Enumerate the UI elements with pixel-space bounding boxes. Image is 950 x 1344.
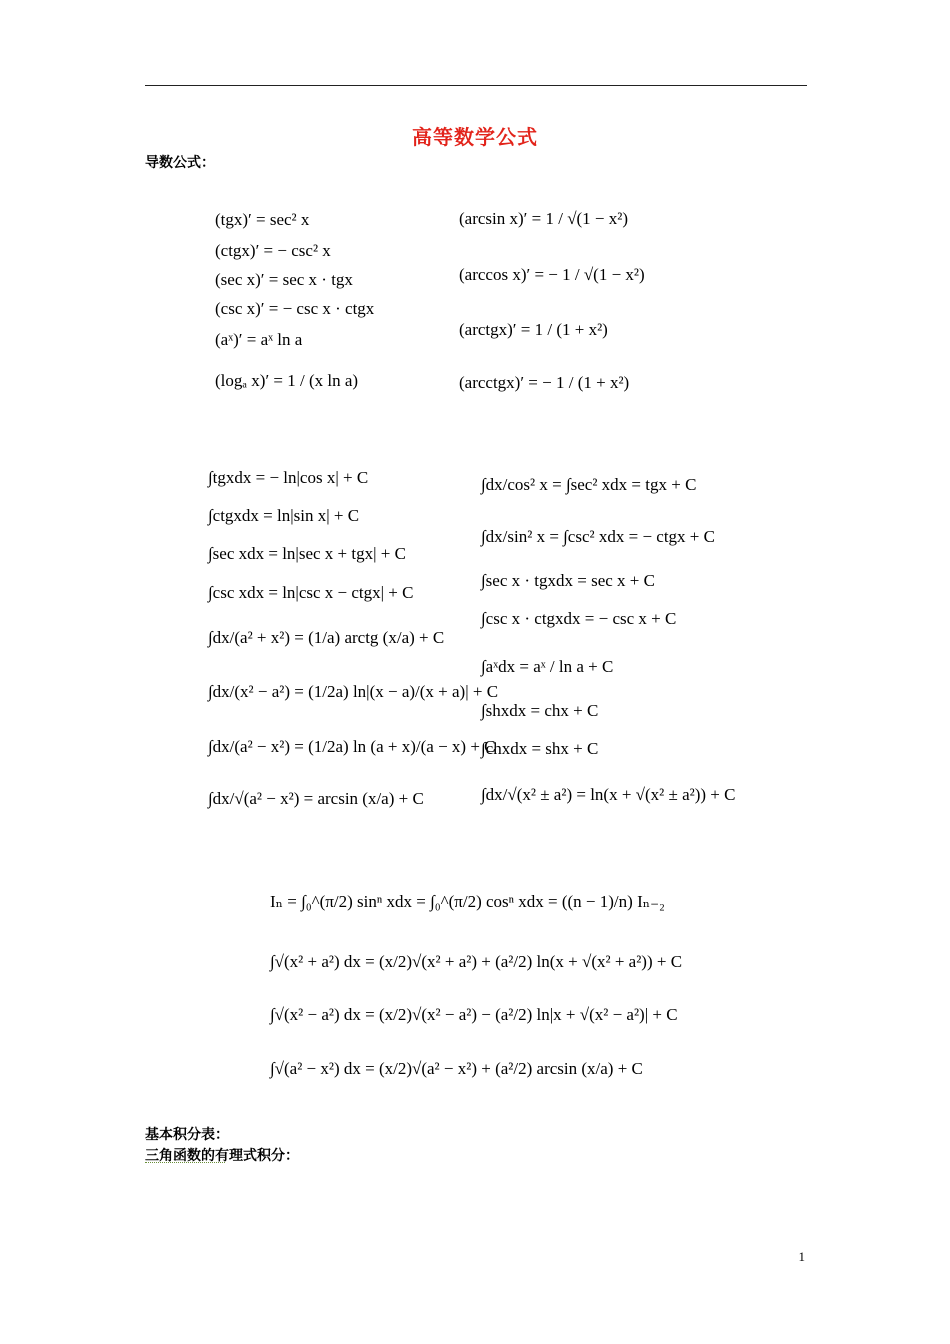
section-heading-derivatives: 导数公式： bbox=[145, 155, 215, 171]
formula-derivative-log: (logₐ x)′ = 1 / (x ln a) bbox=[215, 371, 359, 390]
formula-integral-chx: ∫chxdx = shx + C bbox=[481, 739, 599, 758]
formula-integral-a2-minus-x2: ∫dx/(a² − x²) = (1/2a) ln (a + x)/(a − x) + C bbox=[208, 737, 496, 756]
formula-integral-sin2: ∫dx/sin² x = ∫csc² xdx = − ctgx + C bbox=[481, 527, 715, 546]
formula-derivative-arcsin: (arcsin x)′ = 1 / √(1 − x²) bbox=[459, 209, 629, 228]
formula-integral-sqrt-x2-minus-a2: ∫√(x² − a²) dx = (x/2)√(x² − a²) − (a²/2) ln|x + √(x² − a²)| + C bbox=[270, 1005, 678, 1024]
header-rule bbox=[145, 85, 807, 86]
formula-derivative-arctg: (arctgx)′ = 1 / (1 + x²) bbox=[459, 320, 608, 339]
formula-integral-secx: ∫sec xdx = ln|sec x + tgx| + C bbox=[208, 544, 406, 563]
formula-integral-cscx: ∫csc xdx = ln|csc x − ctgx| + C bbox=[208, 583, 414, 602]
formula-derivative-ctgx: (ctgx)′ = − csc² x bbox=[215, 241, 331, 260]
formula-integral-arcsin: ∫dx/√(a² − x²) = arcsin (x/a) + C bbox=[208, 789, 424, 808]
formula-integral-shx: ∫shxdx = chx + C bbox=[481, 701, 599, 720]
section-heading-basic-integral-table: 基本积分表： bbox=[145, 1127, 229, 1143]
formula-integral-tgx: ∫tgxdx = − ln|cos x| + C bbox=[208, 468, 369, 487]
formula-derivative-cscx: (csc x)′ = − csc x · ctgx bbox=[215, 299, 375, 318]
formula-integral-secx-tgx: ∫sec x · tgxdx = sec x + C bbox=[481, 571, 655, 590]
text-marker-underline bbox=[145, 1162, 225, 1163]
formula-derivative-ax: (aˣ)′ = aˣ ln a bbox=[215, 330, 303, 349]
formula-derivative-tgx: (tgx)′ = sec² x bbox=[215, 210, 310, 229]
formula-derivative-secx: (sec x)′ = sec x · tgx bbox=[215, 270, 353, 289]
formula-derivative-arcctg: (arcctgx)′ = − 1 / (1 + x²) bbox=[459, 373, 630, 392]
formula-integral-sqrt-x2-plus-a2: ∫√(x² + a²) dx = (x/2)√(x² + a²) + (a²/2) ln(x + √(x² + a²)) + C bbox=[270, 952, 683, 971]
formula-integral-ax: ∫aˣdx = aˣ / ln a + C bbox=[481, 657, 614, 676]
formula-integral-ctgx: ∫ctgxdx = ln|sin x| + C bbox=[208, 506, 360, 525]
page-number: 1 bbox=[798, 1249, 805, 1264]
formula-integral-cos2: ∫dx/cos² x = ∫sec² xdx = tgx + C bbox=[481, 475, 697, 494]
formula-integral-In: Iₙ = ∫₀^(π/2) sinⁿ xdx = ∫₀^(π/2) cosⁿ xdx = ((n − 1)/n) Iₙ₋₂ bbox=[270, 892, 665, 911]
formula-integral-a2-plus-x2: ∫dx/(a² + x²) = (1/a) arctg (x/a) + C bbox=[208, 628, 445, 647]
formula-integral-sqrt-x2-pm-a2: ∫dx/√(x² ± a²) = ln(x + √(x² ± a²)) + C bbox=[481, 785, 736, 804]
section-heading-trig-rational: 三角函数的有理式积分： bbox=[145, 1148, 299, 1164]
page-title: 高等数学公式 bbox=[412, 125, 538, 149]
formula-integral-cscx-ctgx: ∫csc x · ctgxdx = − csc x + C bbox=[481, 609, 677, 628]
formula-integral-x2-minus-a2: ∫dx/(x² − a²) = (1/2a) ln|(x − a)/(x + a)| + C bbox=[208, 682, 499, 701]
formula-derivative-arccos: (arccos x)′ = − 1 / √(1 − x²) bbox=[459, 265, 645, 284]
formula-integral-sqrt-a2-minus-x2: ∫√(a² − x²) dx = (x/2)√(a² − x²) + (a²/2) arcsin (x/a) + C bbox=[270, 1059, 643, 1078]
